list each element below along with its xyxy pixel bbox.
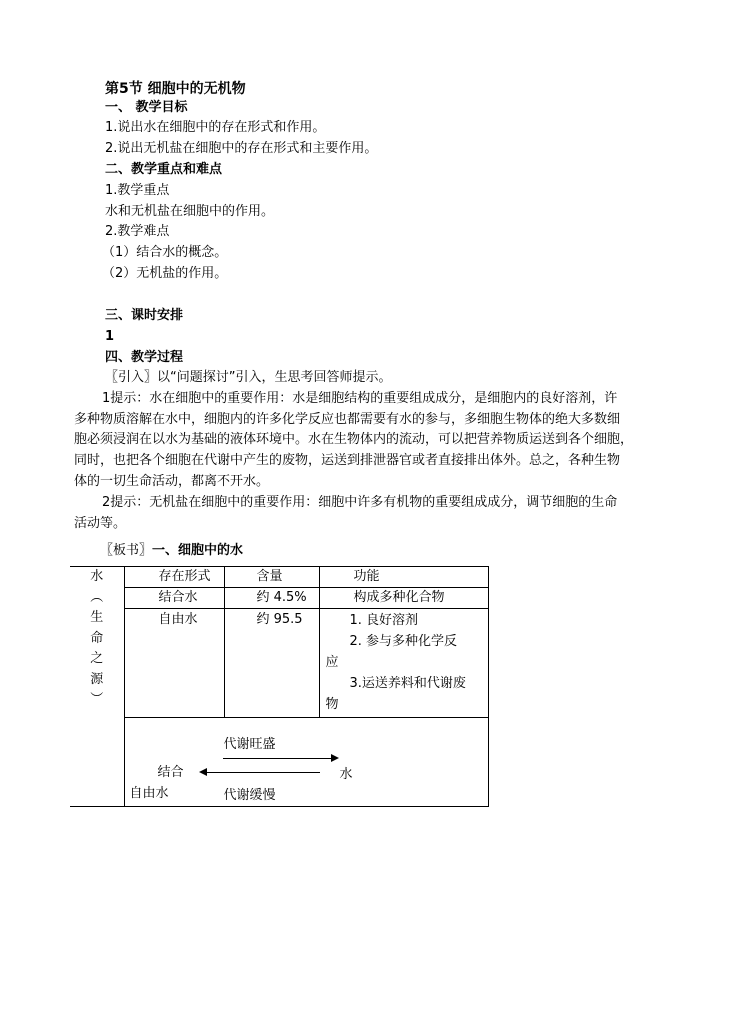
intro-text: 〖引入〗以“问题探讨”引入，生思考回答师提示。	[105, 370, 392, 385]
function-item: 物	[325, 697, 339, 712]
board-prefix: 〖板书〗	[100, 543, 153, 558]
side-char: 水	[90, 569, 104, 584]
function-item: 1. 良好溶剂	[349, 613, 419, 628]
free-water-form: 自由水	[158, 612, 198, 627]
paragraph-line: 胞必须浸润在以水为基础的液体环境中。水在生物体内的流动，可以把营养物质运送到各个细胞，	[74, 432, 634, 447]
right-arrow-icon	[331, 754, 339, 762]
section-heading-objectives: 一、 教学目标	[105, 100, 188, 115]
function-item: 应	[325, 655, 339, 670]
bound-water-function: 构成多种化合物	[353, 590, 445, 605]
bound-water-amount: 约 4.5%	[256, 590, 307, 605]
schedule-value: 1	[105, 329, 115, 344]
table-row	[70, 609, 488, 718]
side-label-cell	[70, 567, 124, 807]
paragraph-line: 2提示：无机盐在细胞中的重要作用：细胞中许多有机物的重要组成成分，调节细胞的生命	[102, 495, 618, 510]
difficulty-item: （1）结合水的概念。	[102, 245, 228, 260]
side-char: 命	[90, 630, 104, 646]
header-cell	[124, 567, 224, 588]
section-heading-key-points: 二、教学重点和难点	[105, 162, 223, 177]
free-water-functions	[320, 609, 488, 717]
side-char: 源	[90, 671, 104, 687]
objective-item: 2.说出无机盐在细胞中的存在形式和主要作用。	[105, 141, 378, 156]
function-item: 3.运送养料和代谢废	[349, 676, 466, 691]
difficulty-label: 2.教学难点	[105, 224, 170, 239]
board-title: 一、细胞中的水	[152, 543, 244, 558]
section-heading-process: 四、教学过程	[105, 350, 184, 365]
diagram-row	[70, 718, 488, 807]
bottom-left-label: 自由水	[129, 786, 169, 801]
board-heading	[100, 541, 243, 561]
side-char: 生	[90, 610, 104, 625]
bound-water-form: 结合水	[158, 590, 198, 605]
side-char: ︵	[90, 589, 104, 605]
bottom-label: 代谢缓慢	[223, 788, 276, 803]
table-header-row	[70, 567, 488, 588]
page-title: 第5节 细胞中的无机物	[105, 81, 246, 97]
header-cell	[224, 567, 319, 588]
top-label: 代谢旺盛	[223, 737, 276, 752]
paragraph-line: 多种物质溶解在水中，细胞内的许多化学反应也都需要有水的参与，多细胞生物体的绝大多数细	[74, 412, 621, 427]
water-table	[70, 566, 489, 807]
left-label: 结合	[157, 765, 184, 780]
header-amount: 含量	[256, 569, 283, 584]
paragraph-line: 1提示：水在细胞中的重要作用：水是细胞结构的重要组成成分，是细胞内的良好溶剂，许	[102, 391, 618, 406]
table-row	[70, 588, 488, 609]
key-point-label: 1.教学重点	[105, 183, 170, 198]
paragraph-line: 活动等。	[74, 516, 127, 531]
paragraph-line: 体的一切生命活动，都离不开水。	[74, 474, 270, 489]
side-char: ︶	[90, 692, 104, 707]
header-function: 功能	[353, 569, 380, 584]
side-label	[86, 567, 108, 711]
section-heading-schedule: 三、课时安排	[105, 308, 184, 323]
conversion-diagram	[125, 718, 488, 806]
objective-item: 1.说出水在细胞中的存在形式和作用。	[105, 120, 326, 135]
free-water-amount: 约 95.5	[256, 612, 303, 627]
paragraph-line: 同时，也把各个细胞在代谢中产生的废物，运送到排泄器官或者直接排出体外。总之，各种生物	[74, 453, 621, 468]
difficulty-item: （2）无机盐的作用。	[102, 266, 228, 281]
side-char: 之	[90, 651, 104, 666]
function-item: 2. 参与多种化学反	[349, 634, 458, 649]
right-arrow-line	[223, 758, 333, 759]
left-arrow-line	[205, 772, 320, 773]
header-form: 存在形式	[158, 569, 211, 584]
right-label: 水	[339, 767, 353, 782]
header-cell	[319, 567, 488, 588]
key-point-text: 水和无机盐在细胞中的作用。	[105, 204, 275, 219]
